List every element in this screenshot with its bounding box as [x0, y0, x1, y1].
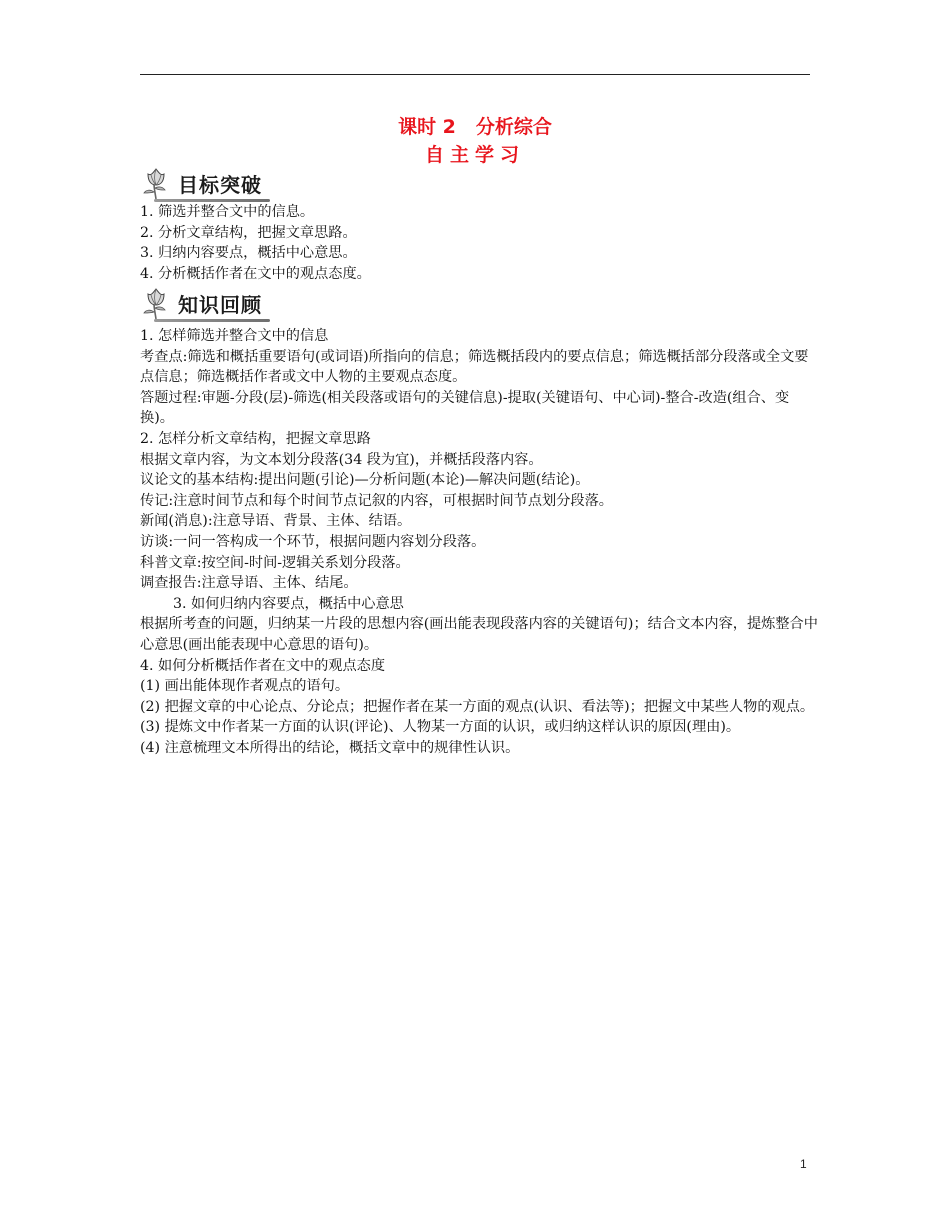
paragraph: 考查点:筛选和概括重要语句(或词语)所指向的信息；筛选概括段内的要点信息；筛选概括部分段落或全文要点信息；筛选概括作者或文中人物的主要观点态度。 — [140, 348, 809, 386]
header-rule — [140, 74, 810, 75]
paragraph: 根据文章内容，为文本划分段落(34 段为宜)，并概括段落内容。 — [140, 451, 543, 468]
paragraph: 4. 如何分析概括作者在文中的观点态度 — [140, 657, 386, 674]
paragraph: 议论文的基本结构:提出问题(引论)—分析问题(本论)—解决问题(结论)。 — [140, 472, 590, 489]
section-goals-heading: 目标突破 — [174, 172, 268, 200]
paragraph: (3) 提炼文中作者某一方面的认识(评论)、人物某一方面的认识，或归纳这样认识的原因(理由)。 — [140, 719, 741, 736]
lesson-label: 课时 2 — [398, 116, 456, 138]
paragraph: 科普文章:按空间-时间-逻辑关系划分段落。 — [140, 554, 410, 571]
tulip-icon — [140, 286, 172, 320]
section-goals-header — [140, 166, 268, 200]
title-block — [140, 114, 810, 170]
paragraph: 调查报告:注意导语、主体、结尾。 — [140, 575, 358, 592]
lesson-title — [140, 114, 810, 140]
tulip-icon — [140, 166, 172, 200]
section-review-heading: 知识回顾 — [174, 292, 268, 320]
list-item: 4. 分析概括作者在文中的观点态度。 — [140, 265, 371, 282]
list-item: 2. 分析文章结构，把握文章思路。 — [140, 224, 357, 241]
lesson-name: 分析综合 — [475, 116, 552, 138]
section-review-header — [140, 286, 268, 320]
page-number: 1 — [800, 1157, 807, 1171]
paragraph: 1. 怎样筛选并整合文中的信息 — [140, 328, 329, 344]
paragraph: (2) 把握文章的中心论点、分论点；把握作者在某一方面的观点(认识、看法等)；把握文中某些人物的观点。 — [140, 698, 815, 715]
paragraph: 新闻(消息):注意导语、背景、主体、结语。 — [140, 513, 412, 530]
paragraph: 传记:注意时间节点和每个时间节点记叙的内容，可根据时间节点划分段落。 — [140, 492, 613, 509]
goals-list — [140, 202, 820, 284]
paragraph: 答题过程:审题-分段(层)-筛选(相关段落或语句的关键信息)-提取(关键语句、中心词)-整合-改造(组合、变换)。 — [140, 389, 790, 427]
list-item: 1. 筛选并整合文中的信息。 — [140, 204, 315, 220]
review-body — [140, 326, 820, 758]
paragraph: 3. 如何归纳内容要点，概括中心意思 — [173, 595, 404, 612]
paragraph: 访谈:一问一答构成一个环节，根据问题内容划分段落。 — [140, 533, 486, 550]
paragraph: (4) 注意梳理文本所得出的结论，概括文章中的规律性认识。 — [140, 739, 520, 756]
lesson-subtitle: 自主学习 — [424, 144, 525, 166]
list-item: 3. 归纳内容要点，概括中心意思。 — [140, 245, 357, 262]
paragraph: 2. 怎样分析文章结构，把握文章思路 — [140, 430, 371, 447]
paragraph: (1) 画出能体现作者观点的语句。 — [140, 678, 350, 695]
paragraph: 根据所考查的问题，归纳某一片段的思想内容(画出能表现段落内容的关键语句)；结合文本内容，提炼整合中心意思(画出能表现中心意思的语句)。 — [140, 616, 818, 653]
